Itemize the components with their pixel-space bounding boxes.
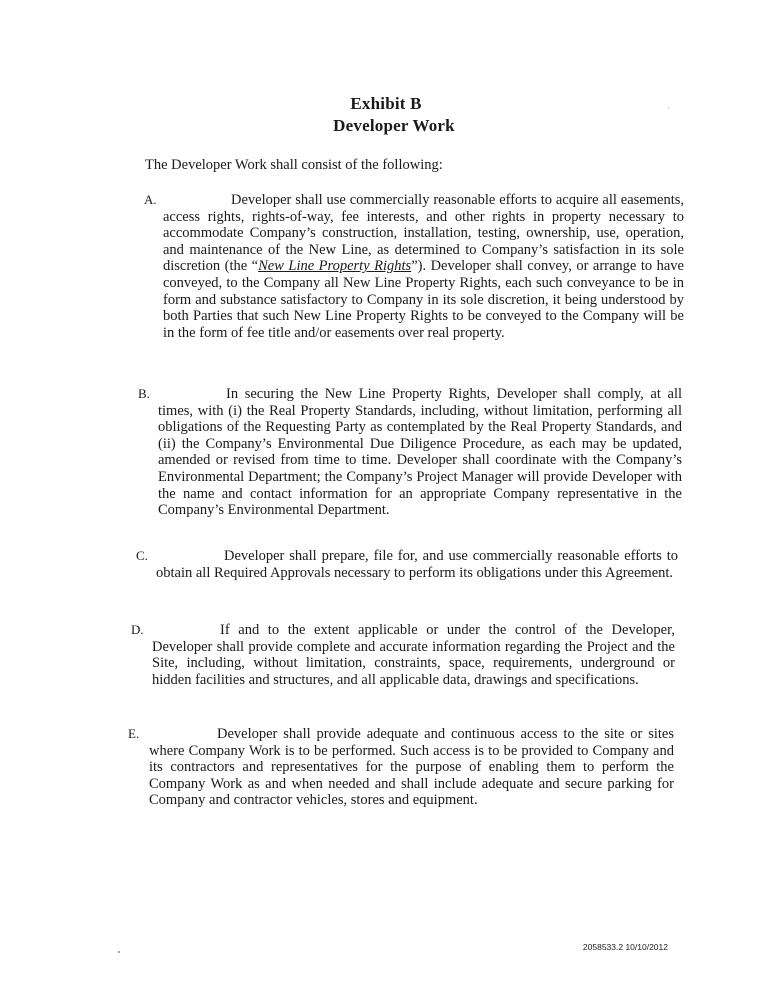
item-text-continued: ”). Developer shall convey, or arrange to have conveyed, to the Company all New Line Property Rights, each such conveyance to be in form and substance satisfactory to Company in its sole discretion, it being understood by both Parties that such New Line Property Rights to be conveyed to the Company will be in the form of fee title and/or easements over real property. [163, 258, 684, 341]
defined-term: New Line Property Rights [258, 258, 412, 275]
item-text: Developer shall provide adequate and continuous access to the site or sites where Company Work is to be performed. Such access is to be provided to Company and its contractors and representatives for the purpose of enabling them to perform the Company Work as and when needed and shall include adequate and secure parking for Company and contractor vehicles, stores and equipment. [149, 726, 674, 809]
item-text: Developer shall prepare, file for, and use commercially reasonable efforts to obtain all Required Approvals necessary to perform its obligations under this Agreement. [156, 548, 678, 581]
item-letter: B. [138, 386, 150, 401]
item-letter: E. [128, 726, 140, 741]
item-letter: D. [131, 622, 144, 637]
scan-speck [668, 107, 669, 108]
item-letter: A. [144, 192, 157, 207]
exhibit-subtitle: Developer Work [333, 116, 455, 135]
list-item-d [131, 622, 675, 688]
item-text: Developer shall use commercially reasonable efforts to acquire all easements, access rights, rights-of-way, fee interests, and other rights in property necessary to accommodate Company’s construction, installation, testing, ownership, use, operation, and maintenance of the New Line, as determined to Company’s satisfaction in its sole discretion (the “ [163, 192, 684, 275]
item-letter: C. [136, 548, 148, 563]
list-item-c [136, 548, 678, 581]
list-item-e [128, 726, 674, 809]
item-text: If and to the extent applicable or under the control of the Developer, Developer shall provide complete and accurate information regarding the Project and the Site, including, without limitation, constraints, space, requirements, underground or hidden facilities and structures, and all applicable data, drawings and specifications. [152, 622, 675, 688]
list-item-b [138, 386, 682, 519]
item-text: In securing the New Line Property Rights, Developer shall comply, at all times, with (i) the Real Property Standards, including, without limitation, performing all obligations of the Requesting Party as contemplated by the Real Property Standards, and (ii) the Company’s Environmental Due Diligence Procedure, as each may be updated, amended or revised from time to time. Developer shall coordinate with the Company’s Environmental Department; the Company’s Project Manager will provide Developer with the name and contact information for an appropriate Company representative in the Company’s Environmental Department. [158, 386, 682, 519]
intro-text: The Developer Work shall consist of the following: [145, 157, 443, 173]
list-item-a [144, 192, 684, 341]
scan-speck [118, 951, 120, 953]
document-footer-id: 2058533.2 10/10/2012 [582, 942, 668, 952]
exhibit-title: Exhibit B [350, 94, 422, 113]
